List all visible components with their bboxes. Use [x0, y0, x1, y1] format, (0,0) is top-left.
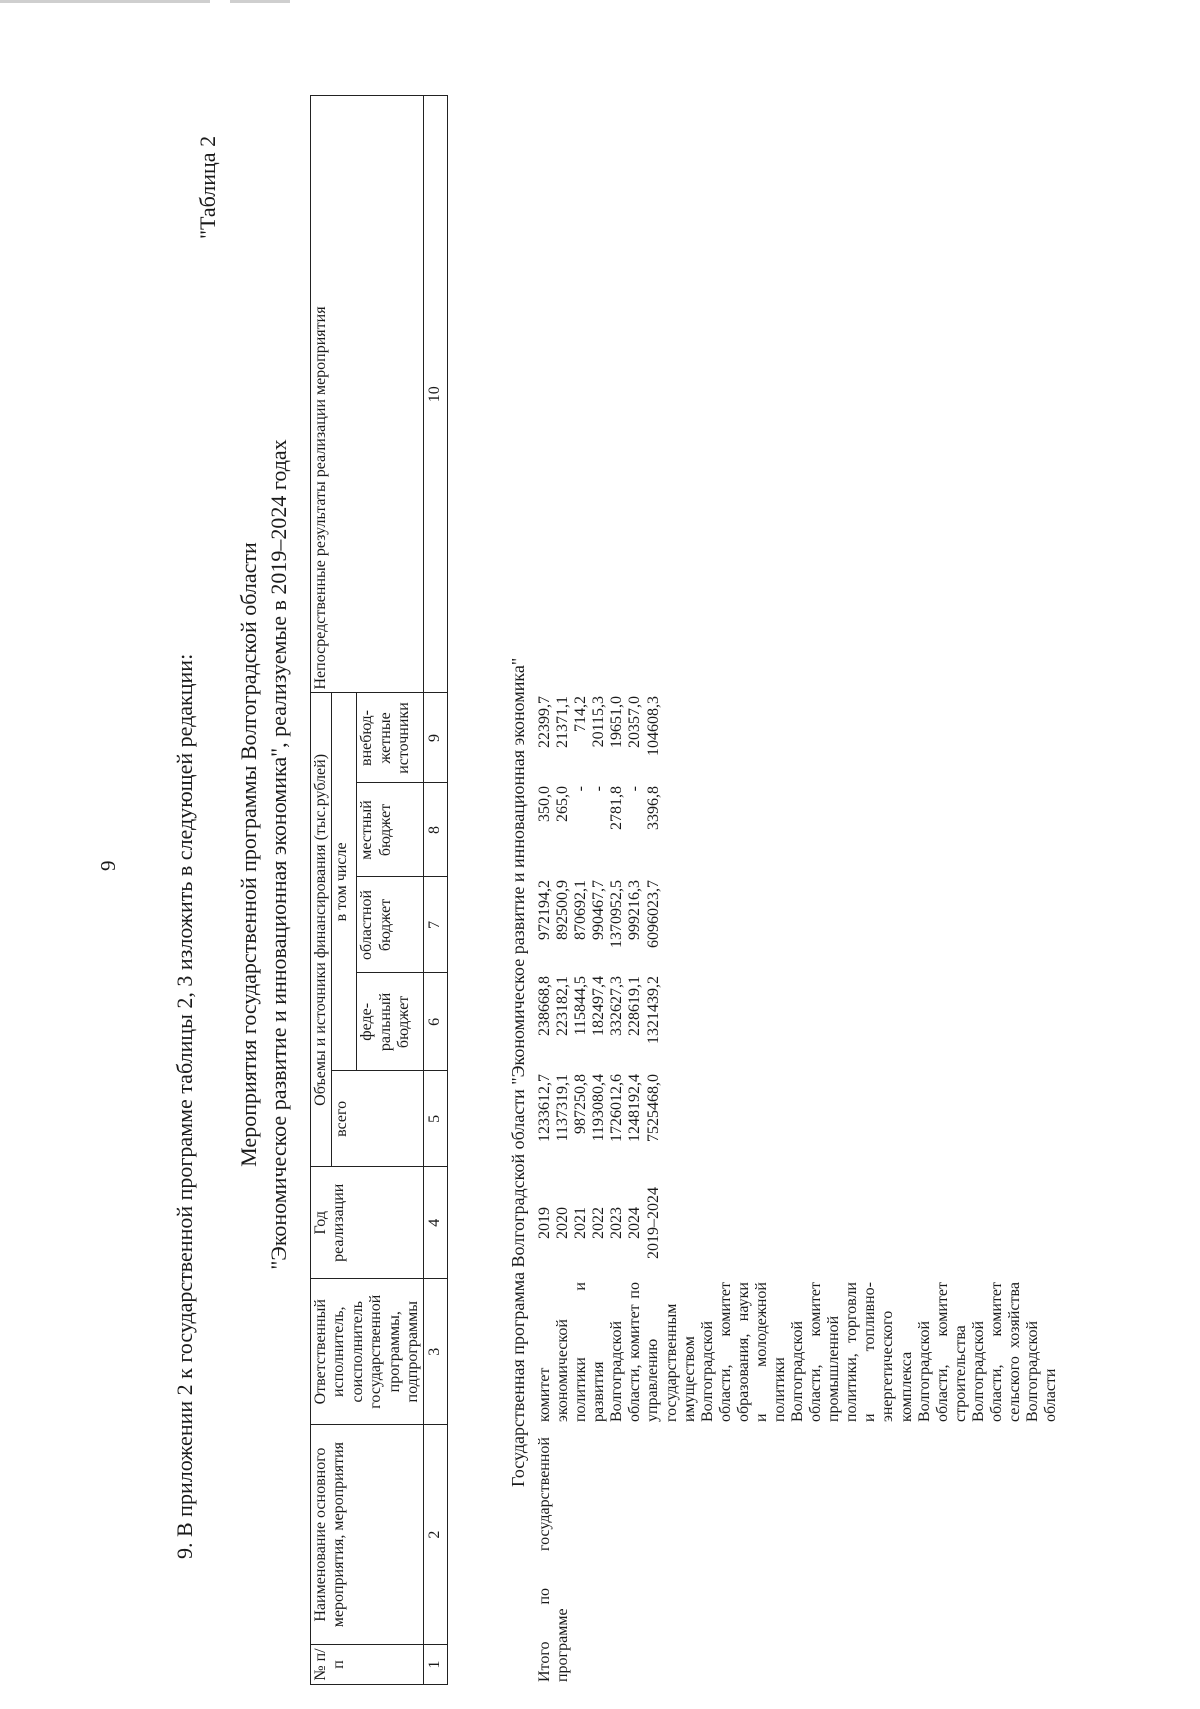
column-number: 8	[424, 783, 447, 877]
column-number: 7	[424, 877, 447, 973]
column-number: 4	[424, 1167, 447, 1279]
header-cell-including: в том числе	[332, 693, 357, 1071]
column-number: 10	[424, 96, 447, 694]
table-header	[310, 95, 448, 1685]
table-title-line2: "Экономическое развитие и инновационная экономика", реализуемые в 2019–2024 годах	[266, 439, 291, 1270]
header-cell-number: № п/п	[311, 1645, 424, 1685]
column-number: 2	[424, 1425, 447, 1645]
header-cell-federal: феде- ральный бюджет	[357, 973, 424, 1071]
header-cell-extra: внебюд- жетные источники	[357, 693, 424, 783]
header-cell-name: Наименование основного мероприятия, мероприятия	[311, 1425, 424, 1645]
total-label: Итого по государственной программе	[536, 1437, 572, 1682]
header-cell-funding: Объемы и источники финансирования (тыс.рублей)	[311, 693, 332, 1167]
extra-column: 22399,7 21371,1 714,2 20115,3 19651,0 20357,0 104608,3	[536, 696, 662, 756]
column-number: 1	[424, 1645, 447, 1685]
regional-column: 972194,2 892500,9 870692,1 990467,7 1370952,5 999216,3 6096023,7	[536, 880, 662, 948]
column-number: 9	[424, 693, 447, 783]
header-cell-total: всего	[332, 1071, 424, 1167]
header-cell-year: Год реализации	[311, 1167, 424, 1279]
page-number: 9	[96, 860, 120, 871]
years-column: 2019 2020 2021 2022 2023 2024 2019–2024	[536, 1187, 662, 1259]
header-cell-results: Непосредственные результаты реализации мероприятия	[311, 96, 424, 694]
header-cell-local: местный бюджет	[357, 783, 424, 877]
column-number: 3	[424, 1279, 447, 1425]
program-title: Государственная программа Волгоградской области "Экономическое развитие и инновационная экономика"	[508, 657, 528, 1487]
federal-column: 238668,8 223182,1 115844,5 182497,4 332627,3 228619,1 1321439,2	[536, 976, 662, 1044]
local-column: 350,0 265,0 - - 2781,8 - 3396,8	[536, 786, 662, 830]
column-number: 6	[424, 973, 447, 1071]
total-column: 1233612,7 1137319,1 987250,8 1193080,4 1726012,6 1248192,4 7525468,0	[536, 1074, 662, 1142]
header-cell-responsible: Ответственный исполнитель, соисполнитель государственной программы, подпрограммы	[311, 1279, 424, 1425]
table-label: "Таблица 2	[195, 135, 220, 239]
responsible-executors: комитет экономической политики и развития Волгоградской области, комитет по управлению государственным имуществом Волгоградской области, комитет образования, науки и молодежной политики Волгоградской области, комитет промышленной политики, торговли и топливно-энергетического комплекса Волгоградской области, комитет строительства Волгоградской области, комитет сельского хозяйства Волгоградской области	[536, 1282, 1060, 1422]
header-cell-regional: областной бюджет	[357, 877, 424, 973]
column-number: 5	[424, 1071, 447, 1167]
table-row	[536, 95, 1060, 1685]
intro-paragraph: 9. В приложении 2 к государственной программе таблицы 2, 3 изложить в следующей редакции:	[172, 653, 197, 1559]
results-cell	[536, 95, 1060, 693]
table-body	[536, 95, 1060, 1685]
table-title-line1: Мероприятия государственной программы Волгоградской области	[236, 542, 261, 1167]
